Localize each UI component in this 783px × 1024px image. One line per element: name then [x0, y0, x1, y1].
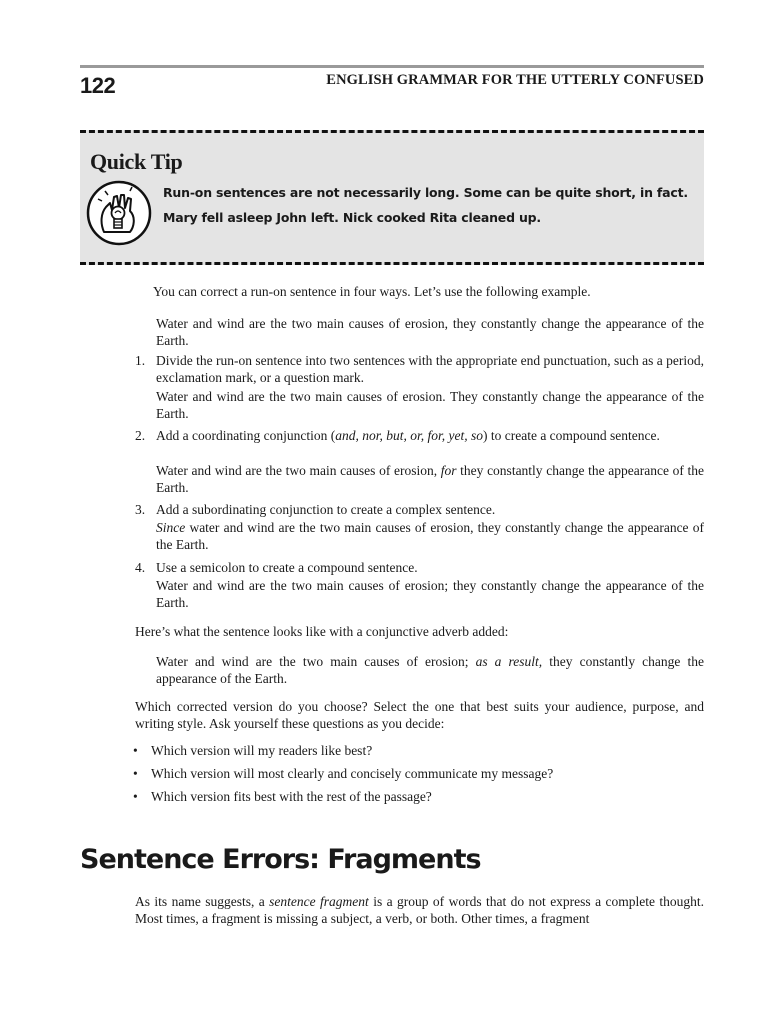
fragments-paragraph: As its name suggests, a sentence fragment is a group of words that do not express a complete thought. Most times, a fragment is missing a subject, a verb, or both. Other times, a fragment: [135, 894, 704, 926]
lightbulb-hand-icon: [84, 177, 154, 249]
running-head: ENGLISH GRAMMAR FOR THE UTTERLY CONFUSED: [326, 72, 704, 88]
conjunction-list: and, nor, but, or, for, yet, so: [335, 428, 483, 443]
method-4-example: Water and wind are the two main causes of erosion; they constantly change the appearance of the Earth.: [156, 578, 704, 610]
list-item: • Which version will my readers like best?: [133, 743, 373, 758]
adverb-example: Water and wind are the two main causes of erosion; as a result, they constantly change the appearance of the Earth.: [156, 654, 704, 686]
intro-paragraph: You can correct a run-on sentence in four ways. Let’s use the following example.: [153, 284, 591, 299]
method-number: 2.: [135, 428, 146, 443]
method-1-example: Water and wind are the two main causes of erosion. They constantly change the appearance of the Earth.: [156, 389, 704, 421]
method-1-text: Divide the run-on sentence into two sentences with the appropriate end punctuation, such as a period, exclamation mark, or a question mark.: [156, 353, 704, 385]
quick-tip-box: [80, 130, 704, 265]
method-2-example: Water and wind are the two main causes of erosion, for they constantly change the appearance of the Earth.: [156, 463, 704, 495]
method-3-text: Add a subordinating conjunction to create a complex sentence.: [156, 502, 496, 517]
method-3-example: Since water and wind are the two main causes of erosion, they constantly change the appearance of the Earth.: [156, 520, 704, 552]
quick-tip-line-2: Mary fell asleep John left. Nick cooked Rita cleaned up.: [163, 210, 541, 225]
method-2-text: Add a coordinating conjunction (and, nor, but, or, for, yet, so) to create a compound sentence.: [156, 428, 660, 443]
header-rule: [80, 65, 704, 68]
example-runon: Water and wind are the two main causes of erosion, they constantly change the appearance of the Earth.: [156, 316, 704, 348]
list-item: • Which version will most clearly and concisely communicate my message?: [133, 766, 554, 781]
quick-tip-title: Quick Tip: [90, 149, 183, 174]
page-number: 122: [80, 73, 116, 98]
method-number: 3.: [135, 502, 146, 517]
choose-paragraph: Which corrected version do you choose? Select the one that best suits your audience, purpose, and writing style. Ask yourself these questions as you decide:: [135, 699, 704, 731]
list-item: • Which version fits best with the rest of the passage?: [133, 789, 432, 804]
method-number: 1.: [135, 353, 146, 368]
method-number: 4.: [135, 560, 146, 575]
quick-tip-line-1: Run-on sentences are not necessarily long. Some can be quite short, in fact.: [163, 185, 688, 200]
method-4-text: Use a semicolon to create a compound sentence.: [156, 560, 418, 575]
adverb-intro: Here’s what the sentence looks like with a conjunctive adverb added:: [135, 624, 509, 639]
section-heading: Sentence Errors: Fragments: [80, 844, 481, 875]
